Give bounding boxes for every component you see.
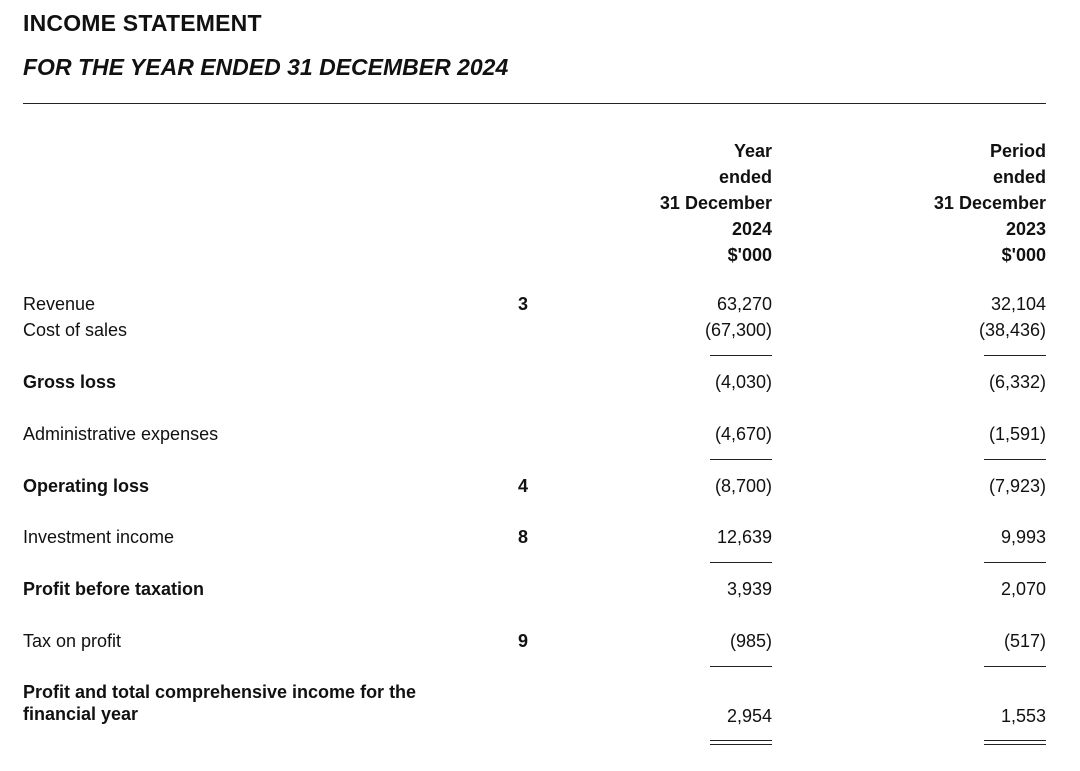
row-tax-on-profit <box>0 628 1080 654</box>
subtotal-rule-current <box>710 666 772 667</box>
statement-subtitle: FOR THE YEAR ENDED 31 DECEMBER 2024 <box>23 54 509 80</box>
value-current: 3,939 <box>726 579 772 599</box>
row-label: Administrative expenses <box>23 424 219 444</box>
row-investment-income <box>0 524 1080 550</box>
row-label: Operating loss <box>23 476 150 496</box>
value-prior: 1,553 <box>1000 706 1046 726</box>
row-profit-for-the-year <box>0 681 1080 729</box>
column-header-line: Period <box>989 141 1046 161</box>
column-header-line: ended <box>718 167 772 187</box>
subtotal-rule-prior <box>984 562 1046 563</box>
value-prior: (7,923) <box>988 476 1046 496</box>
row-profit-before-taxation <box>0 576 1080 602</box>
row-label: Gross loss <box>23 372 117 392</box>
statement-title: INCOME STATEMENT <box>23 10 262 36</box>
row-note: 9 <box>517 631 528 651</box>
row-label: Revenue <box>23 294 96 314</box>
column-header-current <box>660 138 772 268</box>
value-prior: (6,332) <box>988 372 1046 392</box>
row-administrative-expenses <box>0 421 1080 447</box>
value-current: 12,639 <box>716 527 772 547</box>
row-note: 8 <box>517 527 528 547</box>
value-current: (4,670) <box>714 424 772 444</box>
subtotal-rule-current <box>710 459 772 460</box>
value-prior: (517) <box>1003 631 1046 651</box>
subtotal-rule-prior <box>984 355 1046 356</box>
value-prior: 32,104 <box>990 294 1046 314</box>
value-current: (67,300) <box>704 320 772 340</box>
value-prior: 2,070 <box>1000 579 1046 599</box>
column-header-line: $'000 <box>727 245 772 265</box>
value-current: (985) <box>729 631 772 651</box>
row-note: 3 <box>517 294 528 314</box>
row-gross-loss <box>0 369 1080 395</box>
column-header-line: 31 December <box>659 193 772 213</box>
column-header-prior <box>934 138 1046 268</box>
total-double-rule-prior <box>984 740 1046 741</box>
value-prior: 9,993 <box>1000 527 1046 547</box>
value-prior: (38,436) <box>978 320 1046 340</box>
row-cost-of-sales <box>0 317 1080 343</box>
column-header-line: 2024 <box>731 219 772 239</box>
subtotal-rule-prior <box>984 459 1046 460</box>
row-label: Cost of sales <box>23 320 128 340</box>
column-header-line: $'000 <box>1001 245 1046 265</box>
row-revenue <box>0 291 1080 317</box>
column-header-line: 31 December <box>933 193 1046 213</box>
row-label <box>23 681 416 725</box>
value-current: 63,270 <box>716 294 772 314</box>
value-current: 2,954 <box>726 706 772 726</box>
value-current: (4,030) <box>714 372 772 392</box>
row-label: Tax on profit <box>23 631 122 651</box>
subtotal-rule-prior <box>984 666 1046 667</box>
row-label-line: Profit and total comprehensive income for the <box>23 682 417 702</box>
row-operating-loss <box>0 473 1080 499</box>
row-note: 4 <box>517 476 528 496</box>
row-label-line: financial year <box>23 704 139 724</box>
column-header-line: 2023 <box>1005 219 1046 239</box>
row-label: Profit before taxation <box>23 579 205 599</box>
value-prior: (1,591) <box>988 424 1046 444</box>
subtotal-rule-current <box>710 355 772 356</box>
column-header-line: ended <box>992 167 1046 187</box>
subtotal-rule-current <box>710 562 772 563</box>
header-rule <box>23 103 1046 104</box>
value-current: (8,700) <box>714 476 772 496</box>
row-label: Investment income <box>23 527 175 547</box>
total-double-rule-current <box>710 740 772 741</box>
column-header-line: Year <box>733 141 772 161</box>
